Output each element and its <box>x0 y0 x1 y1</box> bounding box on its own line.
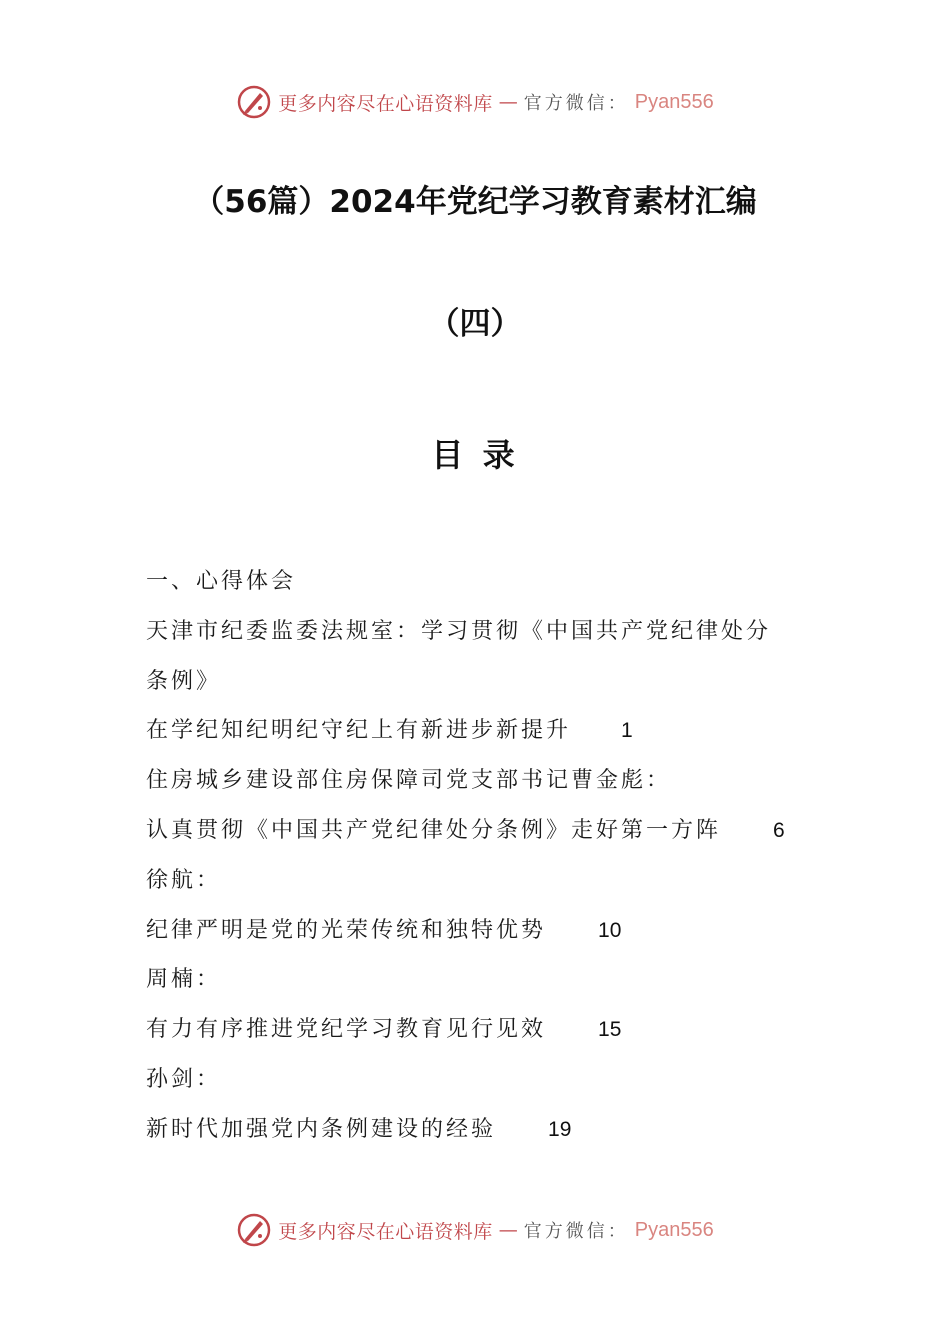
quill-pen-logo-icon <box>236 84 272 120</box>
toc-section-heading: 一、心得体会 <box>146 569 297 594</box>
toc-entry-1-author-line-1: 天津市纪委监委法规室：学习贯彻《中国共产党纪律处分 <box>146 618 772 644</box>
banner-wechat-id: Pyan556 <box>634 90 714 113</box>
toc-entry-1-title: 在学纪知纪明纪守纪上有新进步新提升 <box>146 718 572 744</box>
toc-entry-3-author: 徐航： <box>146 867 222 893</box>
table-of-contents <box>146 562 826 1160</box>
document-title: （56篇）2024年党纪学习教育素材汇编 <box>193 184 757 220</box>
toc-entry-3-page: 10 <box>598 918 622 942</box>
banner-wechat-id: Pyan556 <box>634 1218 714 1241</box>
banner-brand-text: 更多内容尽在心语资料库 <box>278 1220 493 1243</box>
toc-entry-1-author-line-2: 条例》 <box>146 668 222 694</box>
toc-entry-5[interactable] <box>146 1110 826 1160</box>
toc-entry-2-title: 认真贯彻《中国共产党纪律处分条例》走好第一方阵 <box>146 817 722 843</box>
quill-pen-logo-icon <box>236 1212 272 1248</box>
toc-entry-5-page: 19 <box>548 1117 572 1141</box>
toc-entry-3[interactable] <box>146 911 826 961</box>
banner-wechat-label: 官方微信： <box>523 1221 629 1242</box>
document-subtitle: （四） <box>428 306 522 342</box>
toc-entry-5-title: 新时代加强党内条例建设的经验 <box>146 1116 497 1142</box>
banner-wechat-label: 官方微信： <box>523 93 629 114</box>
toc-entry-2-page: 6 <box>773 818 785 842</box>
toc-heading: 目 录 <box>431 436 519 474</box>
toc-entry-2-author: 住房城乡建设部住房保障司党支部书记曹金彪： <box>146 768 672 794</box>
toc-entry-1[interactable] <box>146 711 826 761</box>
toc-entry-2[interactable] <box>146 811 826 861</box>
toc-entry-4-title: 有力有序推进党纪学习教育见行见效 <box>146 1017 547 1043</box>
toc-entry-3-title: 纪律严明是党的光荣传统和独特优势 <box>146 917 547 943</box>
toc-entry-5-author: 孙剑： <box>146 1066 222 1092</box>
toc-entry-1-page: 1 <box>621 719 633 743</box>
footer-banner <box>0 1210 950 1250</box>
banner-dash: — <box>498 91 518 113</box>
header-banner <box>0 82 950 122</box>
banner-dash: — <box>498 1219 518 1241</box>
banner-brand-text: 更多内容尽在心语资料库 <box>278 92 493 115</box>
toc-entry-4[interactable] <box>146 1010 826 1060</box>
toc-entry-4-author: 周楠： <box>146 967 222 993</box>
toc-entry-4-page: 15 <box>598 1018 622 1042</box>
